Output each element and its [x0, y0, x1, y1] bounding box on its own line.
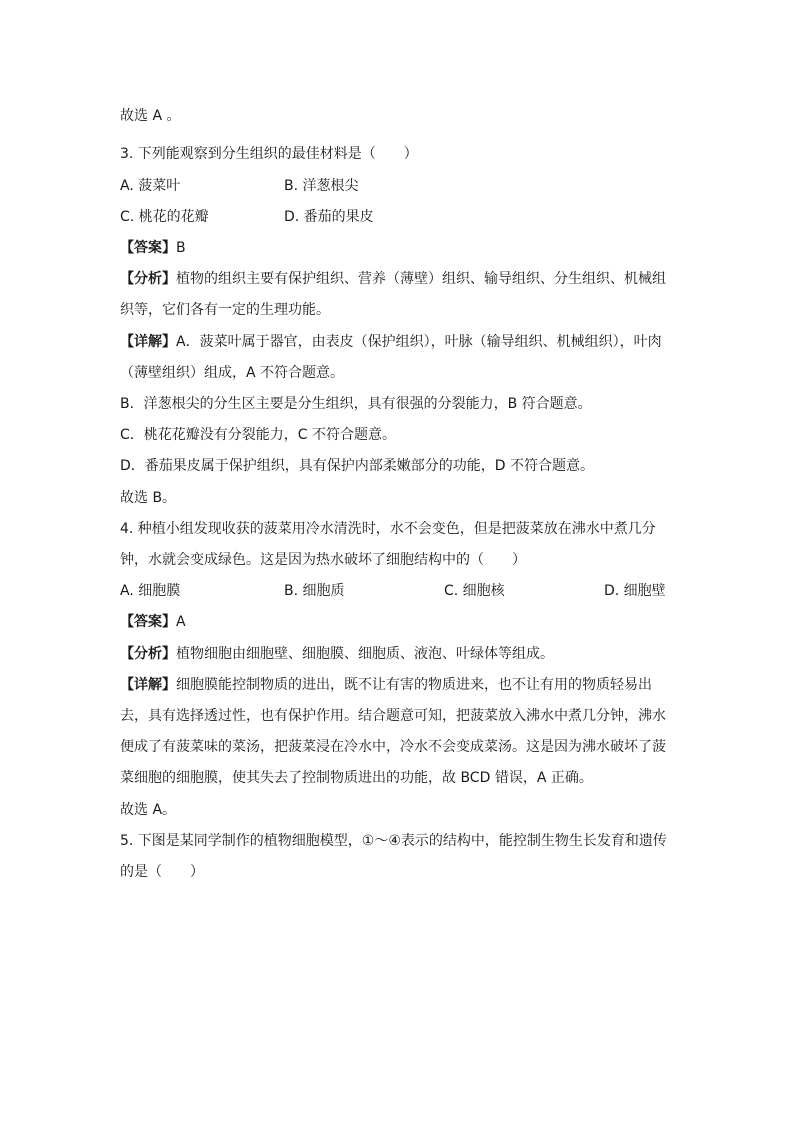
- answer-value: B: [176, 240, 186, 256]
- question-3-stem: 3. 下列能观察到分生组织的最佳材料是（ ）: [120, 146, 418, 162]
- text-line: 织等，它们各有一定的生理功能。: [120, 302, 330, 318]
- q3-detail: [120, 333, 662, 351]
- q3-option-d: D. 番茄的果皮: [284, 209, 374, 225]
- q3-option-a: A. 菠菜叶: [120, 178, 181, 194]
- analysis-tag: 【分析】: [120, 271, 176, 287]
- detail-text: A．菠菜叶属于器官，由表皮（保护组织），叶脉（输导组织、机械组织），叶肉: [176, 334, 662, 350]
- question-4-stem: 4. 种植小组发现收获的菠菜用冷水清洗时，水不会变色，但是把菠菜放在沸水中煮几分: [120, 521, 656, 537]
- text-line: 便成了有菠菜味的菜汤，把菠菜浸在冷水中，冷水不会变成菜汤。这是因为沸水破坏了菠: [120, 739, 666, 755]
- detail-tag: 【详解】: [120, 677, 176, 693]
- q4-option-a: A. 细胞膜: [120, 583, 181, 599]
- answer-value: A: [176, 614, 186, 630]
- text-line: （薄壁组织）组成，A 不符合题意。: [120, 365, 345, 381]
- analysis-text: 植物细胞由细胞壁、细胞膜、细胞质、液泡、叶绿体等组成。: [176, 646, 554, 662]
- detail-text: 细胞膜能控制物质的进出，既不让有害的物质进来，也不让有用的物质轻易出: [176, 677, 652, 693]
- q4-analysis: [120, 645, 554, 663]
- q3-answer: [120, 239, 186, 257]
- text-line: 故选 A。: [120, 802, 177, 818]
- q3-analysis: [120, 270, 666, 288]
- q4-option-b: B. 细胞质: [284, 583, 345, 599]
- text-line: 故选 B。: [120, 490, 177, 506]
- detail-tag: 【详解】: [120, 334, 176, 350]
- text-line: C．桃花花瓣没有分裂能力，C 不符合题意。: [120, 427, 396, 443]
- analysis-tag: 【分析】: [120, 646, 176, 662]
- text-line: 的是（ ）: [120, 864, 204, 880]
- q4-detail: [120, 676, 652, 694]
- q4-answer: [120, 613, 186, 631]
- text-line: 故选 A 。: [120, 108, 181, 124]
- text-line: 钟，水就会变成绿色。这是因为热水破坏了细胞结构中的（ ）: [120, 552, 526, 568]
- answer-tag: 【答案】: [120, 614, 176, 630]
- answer-tag: 【答案】: [120, 240, 176, 256]
- text-line: 菜细胞的细胞膜，使其失去了控制物质进出的功能，故 BCD 错误，A 正确。: [120, 770, 593, 786]
- question-5-stem: 5. 下图是某同学制作的植物细胞模型，①～④表示的结构中，能控制生物生长发育和遗传: [120, 833, 667, 849]
- text-line: B．洋葱根尖的分生区主要是分生组织，具有很强的分裂能力，B 符合题意。: [120, 396, 592, 412]
- q4-option-d: D. 细胞壁: [604, 583, 666, 599]
- q4-option-c: C. 细胞核: [444, 583, 505, 599]
- analysis-text: 植物的组织主要有保护组织、营养（薄壁）组织、输导组织、分生组织、机械组: [176, 271, 666, 287]
- text-line: D．番茄果皮属于保护组织，具有保护内部柔嫩部分的功能，D 不符合题意。: [120, 458, 595, 474]
- q3-option-b: B. 洋葱根尖: [284, 178, 359, 194]
- q3-option-c: C. 桃花的花瓣: [120, 209, 209, 225]
- text-line: 去，具有选择透过性，也有保护作用。结合题意可知，把菠菜放入沸水中煮几分钟，沸水: [120, 708, 666, 724]
